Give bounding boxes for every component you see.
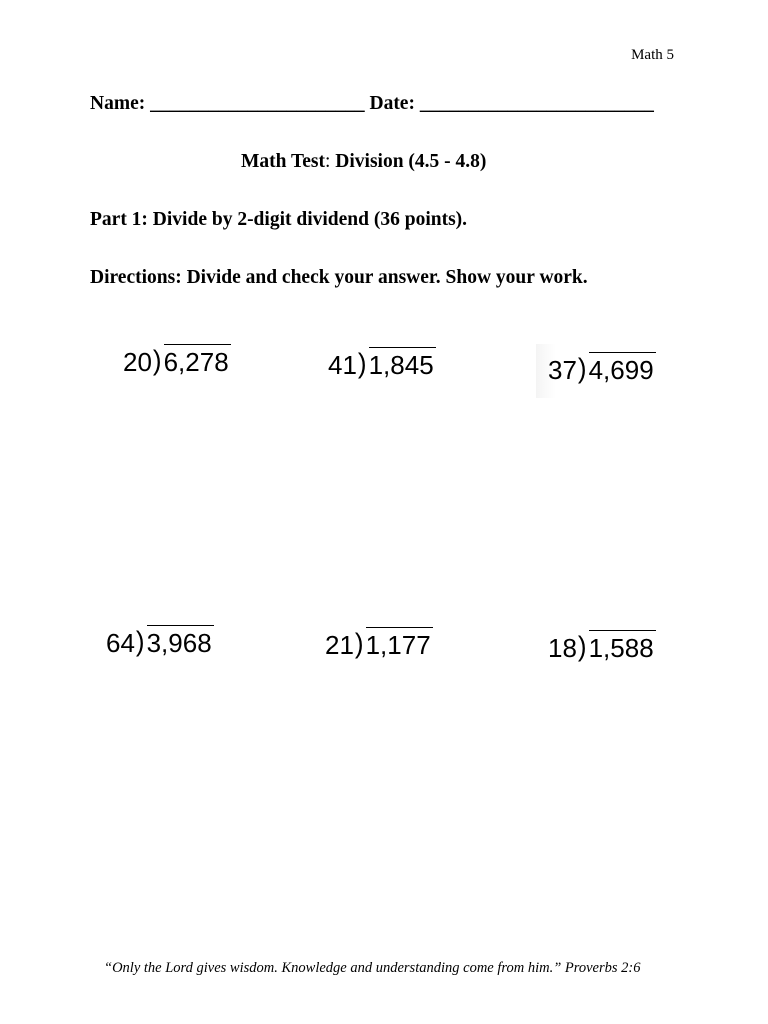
dividend: 3,968 [147,625,214,657]
division-bracket-icon: ) [577,630,587,662]
dividend: 1,177 [366,627,433,659]
date-blank: ________________________ [419,93,654,114]
name-label: Name: [90,93,146,114]
division-problem [106,625,214,661]
divisor: 41 [328,350,357,380]
part-heading: Part 1: Divide by 2-digit dividend (36 points). [90,209,468,230]
footer-quote: “Only the Lord gives wisdom. Knowledge and understanding come from him.” Proverbs 2:6 [104,960,641,976]
division-problem [325,627,433,663]
divisor: 37 [548,355,577,385]
division-bracket-icon: ) [577,352,587,384]
division-problem [536,344,666,398]
divisor: 20 [123,347,152,377]
date-label: Date: [369,93,415,114]
title-colon: : [324,151,331,172]
directions-text: Directions: Divide and check your answer. Show your work. [90,267,588,288]
title-prefix: Math Test [241,151,325,172]
division-problem [548,630,656,666]
division-bracket-icon: ) [135,625,145,657]
dividend: 1,588 [589,630,656,662]
name-blank: ______________________ [150,93,365,114]
dividend: 6,278 [164,344,231,376]
division-bracket-icon: ) [354,627,364,659]
test-title [241,151,486,173]
division-problem [328,347,436,383]
dividend: 4,699 [589,352,656,384]
divisor: 18 [548,633,577,663]
division-bracket-icon: ) [152,344,162,376]
divisor: 21 [325,630,354,660]
dividend: 1,845 [369,347,436,379]
name-date-line [90,93,690,115]
divisor: 64 [106,628,135,658]
title-suffix: Division (4.5 - 4.8) [330,151,487,172]
division-problem [123,344,231,380]
division-bracket-icon: ) [357,347,367,379]
course-label: Math 5 [631,47,674,63]
